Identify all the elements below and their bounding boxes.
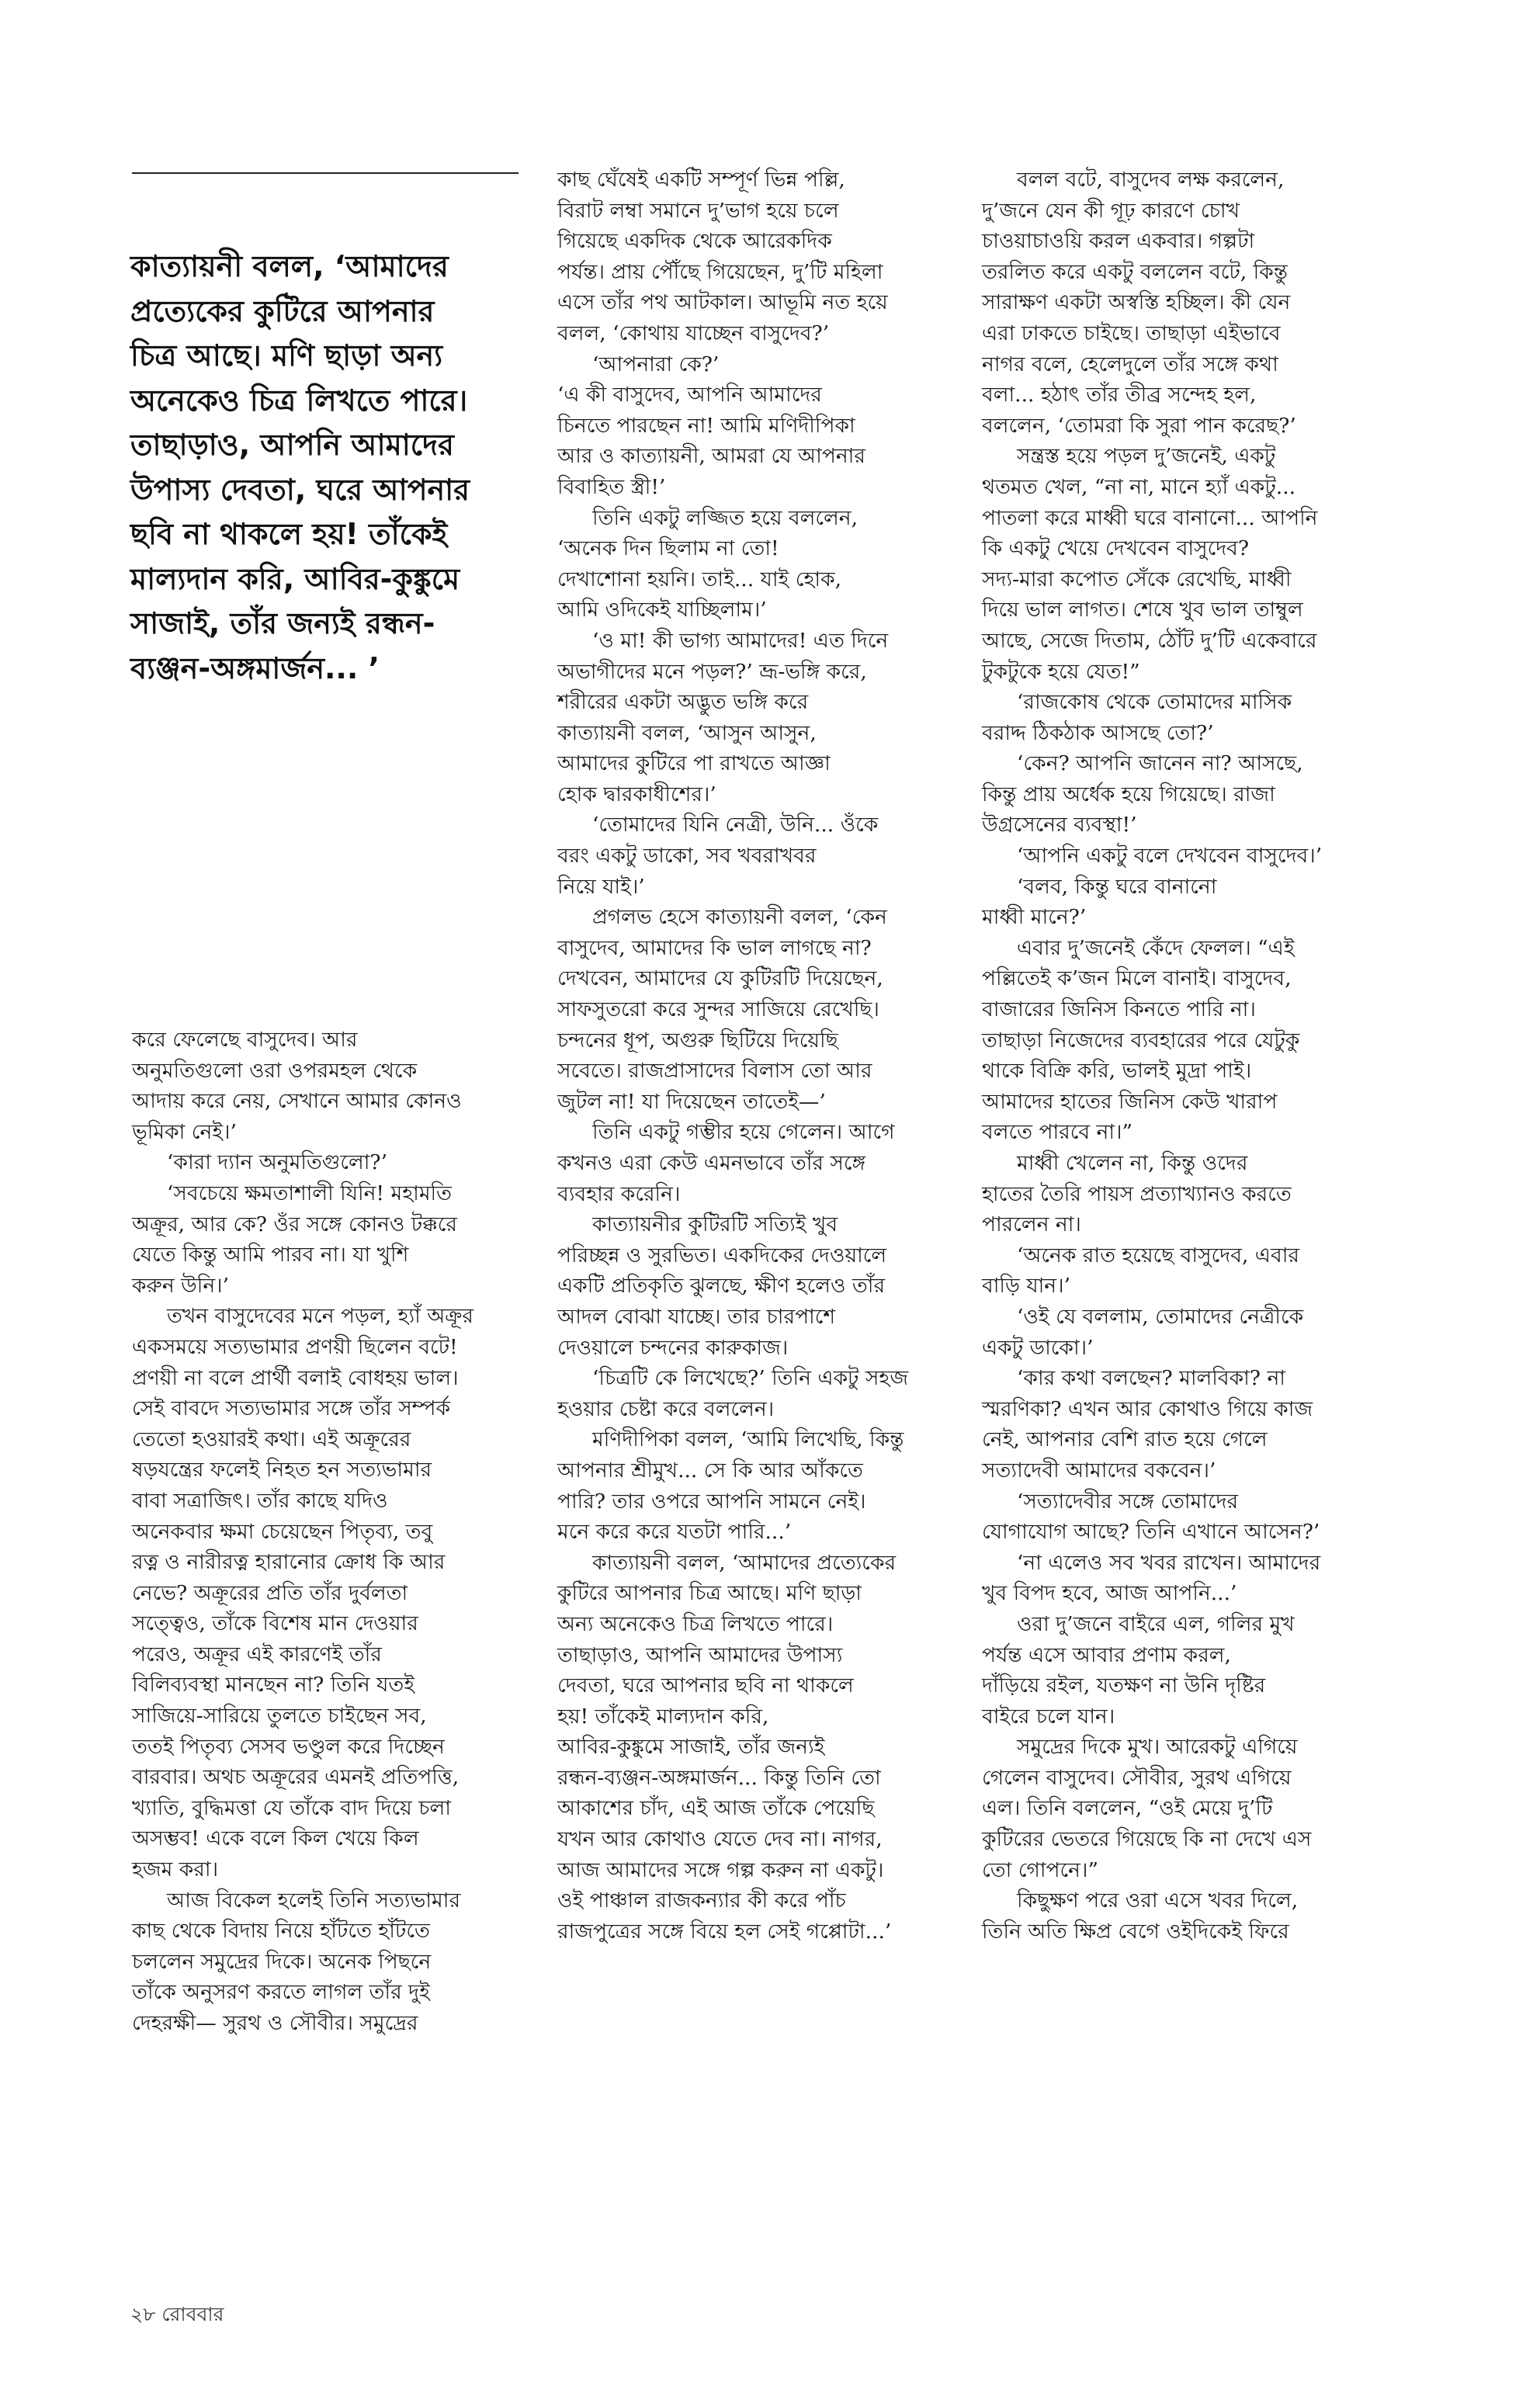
text-line: সাফসুতরো করে সুন্দর সাজিয়ে রেখেছি। <box>557 997 879 1022</box>
text-line: বলা... হঠাৎ তাঁর তীব্র সন্দেহ হল, <box>982 383 1257 408</box>
text-line: ‘ও মা! কী ভাগ্য আমাদের! এত দিনে <box>592 628 889 653</box>
text-line: তাঁকে অনুসরণ করতে লাগল তাঁর দুই <box>132 1980 430 2005</box>
text-line: বলতে পারবে না।” <box>982 1120 1133 1145</box>
text-line: কিছুক্ষণ পরে ওরা এসে খবর দিলে, <box>1017 1888 1299 1913</box>
text-line: তিনি অতি ক্ষিপ্র বেগে ওইদিকেই ফিরে <box>982 1919 1289 1944</box>
text-line: ‘কেন? আপনি জানেন না? আসছে, <box>1017 751 1303 776</box>
text-line: ওই পাঞ্চাল রাজকন্যার কী করে পাঁচ <box>557 1888 846 1913</box>
text-line: বারবার। অথচ অক্রূরের এমনই প্রতিপত্তি, <box>132 1765 460 1790</box>
text-line: শরীরের একটা অদ্ভুত ভঙ্গি করে <box>557 690 809 715</box>
pull-quote-line: উপাস্য দেবতা, ঘরে আপনার <box>130 472 470 507</box>
text-line: বাজারের জিনিস কিনতে পারি না। <box>982 997 1256 1022</box>
text-line: অনেকবার ক্ষমা চেয়েছেন পিতৃব্য, তবু <box>132 1519 433 1544</box>
text-line: ভূমিকা নেই।’ <box>132 1119 237 1144</box>
text-line: ‘তোমাদের যিনি নেত্রী, উনি... ওঁকে <box>592 813 879 838</box>
text-line: নেভে? অক্রূরের প্রতি তাঁর দুর্বলতা <box>132 1580 408 1605</box>
text-line: পারলেন না। <box>982 1212 1081 1237</box>
text-line: আজ আমাদের সঙ্গে গল্প করুন না একটু। <box>557 1857 884 1882</box>
text-line: সাজিয়ে-সারিয়ে তুলতে চাইছেন সব, <box>132 1704 427 1729</box>
text-line: কি একটু খেয়ে দেখবেন বাসুদেব? <box>982 536 1250 561</box>
text-line: কাছ থেকে বিদায় নিয়ে হাঁটতে হাঁটতে <box>132 1919 430 1944</box>
pull-quote-rule <box>132 172 519 174</box>
text-line: উগ্রসেনের ব্যবস্থা!’ <box>982 813 1137 838</box>
text-line: ষড়যন্ত্রের ফলেই নিহত হন সত্যভামার <box>132 1458 432 1483</box>
text-line: তখন বাসুদেবের মনে পড়ল, হ্যাঁ অক্রূর <box>167 1304 473 1329</box>
text-line: গেলেন বাসুদেব। সৌবীর, সুরথ এগিয়ে <box>982 1765 1292 1790</box>
text-line: পরেও, অক্রূর এই কারণেই তাঁর <box>132 1642 382 1666</box>
text-line: সন্ত্রস্ত হয়ে পড়ল দু’জনেই, একটু <box>1017 444 1276 469</box>
text-line: জুটল না! যা দিয়েছেন তাতেই—’ <box>557 1089 826 1114</box>
pull-quote-line: কাত্যায়নী বলল, ‘আমাদের <box>130 249 449 283</box>
text-line: বিলিব্যবস্থা মানছেন না? তিনি যতই <box>132 1673 415 1698</box>
text-line: তাছাড়াও, আপনি আমাদের উপাস্য <box>557 1642 843 1667</box>
text-line: দেখবেন, আমাদের যে কুটিরটি দিয়েছেন, <box>557 966 883 991</box>
text-line: খুব বিপদ হবে, আজ আপনি...’ <box>982 1581 1237 1606</box>
text-line: আবির-কুঙ্কুমে সাজাই, তাঁর জন্যই <box>557 1735 825 1760</box>
text-line: পারি? তার ওপরে আপনি সামনে নেই। <box>557 1489 866 1514</box>
text-line: চন্দনের ধূপ, অগুরু ছিটিয়ে দিয়েছি <box>557 1028 838 1053</box>
text-line: এরা ঢাকতে চাইছে। তাছাড়া এইভাবে <box>982 321 1281 345</box>
text-line: কুটিরে আপনার চিত্র আছে। মণি ছাড়া <box>557 1581 862 1606</box>
text-line: বিরাট লম্বা সমানে দু’ভাগ হয়ে চলে <box>557 198 839 223</box>
text-line: ‘রাজকোষ থেকে তোমাদের মাসিক <box>1017 690 1292 715</box>
text-line: অনুমতিগুলো ওরা ওপরমহল থেকে <box>132 1058 418 1083</box>
text-line: আদায় করে নেয়, সেখানে আমার কোনও <box>132 1089 462 1114</box>
text-column-3 <box>982 165 1413 1947</box>
text-line: সারাক্ষণ একটা অস্বস্তি হচ্ছিল। কী যেন <box>982 290 1291 315</box>
text-line: মাধ্বী খেলেন না, কিন্তু ওদের <box>1017 1151 1248 1175</box>
text-line: যখন আর কোথাও যেতে দেব না। নাগর, <box>557 1827 883 1852</box>
text-line: ‘অনেক রাত হয়েছে বাসুদেব, এবার <box>1017 1243 1299 1268</box>
text-line: অভাগীদের মনে পড়ল?’ ভ্রূ-ভঙ্গি করে, <box>557 659 867 684</box>
text-line: গিয়েছে একদিক থেকে আরেকদিক <box>557 229 832 254</box>
text-line: একটি প্রতিকৃতি ঝুলছে, ক্ষীণ হলেও তাঁর <box>557 1274 886 1299</box>
text-line: থাকে বিক্রি করি, ভালই মুদ্রা পাই। <box>982 1059 1252 1084</box>
text-line: হজম করা। <box>132 1857 219 1882</box>
text-line: ‘অনেক দিন ছিলাম না তো! <box>557 536 779 561</box>
pull-quote-line: সাজাই, তাঁর জন্যই রন্ধন- <box>130 606 435 640</box>
text-line: ‘না এলেও সব খবর রাখেন। আমাদের <box>1017 1550 1321 1575</box>
pull-quote-line: প্রত্যেকের কুটিরে আপনার <box>130 293 435 328</box>
pull-quote-line: তাছাড়াও, আপনি আমাদের <box>130 428 454 462</box>
text-line: করে ফেলেছে বাসুদেব। আর <box>132 1028 358 1052</box>
text-line: দেওয়ালে চন্দনের কারুকাজ। <box>557 1335 789 1360</box>
text-line: পর্যন্ত। প্রায় পৌঁছে গিয়েছেন, দু’টি মহিলা <box>557 259 883 284</box>
pull-quote-line: ছবি না থাকলে হয়! তাঁকেই <box>130 517 448 551</box>
text-line: কাত্যায়নী বলল, ‘আমাদের প্রত্যেকের <box>592 1550 897 1575</box>
text-line: দিয়ে ভাল লাগত। শেষে খুব ভাল তাম্বুল <box>982 598 1303 623</box>
pull-quote-line: ব্যঞ্জন-অঙ্গমার্জন... ’ <box>130 650 380 685</box>
text-line: ‘ওই যে বললাম, তোমাদের নেত্রীকে <box>1017 1304 1304 1329</box>
text-line: বলল বটে, বাসুদেব লক্ষ করলেন, <box>1017 168 1285 192</box>
text-line: ‘কার কথা বলছেন? মালবিকা? না <box>1017 1366 1285 1391</box>
text-line: চাওয়াচাওয়ি করল একবার। গল্পটা <box>982 229 1255 254</box>
text-line: ততই পিতৃব্য সেসব ভণ্ডুল করে দিচ্ছেন <box>132 1734 445 1759</box>
page-folio: ২৮ রোববার <box>130 2303 224 2325</box>
text-line: আছে, সেজে দিতাম, ঠোঁট দু’টি একেবারে <box>982 628 1317 653</box>
text-line: তো গোপনে।” <box>982 1857 1099 1882</box>
pull-quote-line: মাল্যদান করি, আবির-কুঙ্কুমে <box>130 561 460 596</box>
text-column-1 <box>132 1025 536 2039</box>
text-line: খ্যাতি, বুদ্ধিমত্তা যে তাঁকে বাদ দিয়ে চলা <box>132 1795 451 1820</box>
text-line: ওরা দু’জনে বাইরে এল, গলির মুখ <box>1017 1611 1295 1636</box>
text-line: রত্ন ও নারীরত্ন হারানোর ক্রোধ কি আর <box>132 1550 446 1575</box>
text-line: সত্যাদেবী আমাদের বকবেন।’ <box>982 1458 1216 1483</box>
text-line: প্রগলভ হেসে কাত্যায়নী বলল, ‘কেন <box>592 905 887 930</box>
text-line: ‘বলব, কিন্তু ঘরে বানানো <box>1017 874 1217 899</box>
text-line: ব্যবহার করেনি। <box>557 1181 681 1206</box>
text-line: ‘চিত্রটি কে লিখেছে?’ তিনি একটু সহজ <box>592 1366 909 1391</box>
text-line: সমুদ্রের দিকে মুখ। আরেকটু এগিয়ে <box>1017 1735 1298 1760</box>
text-line: সত্ত্বেও, তাঁকে বিশেষ মান দেওয়ার <box>132 1611 418 1636</box>
text-line: কাছ ঘেঁষেই একটি সম্পূর্ণ ভিন্ন পল্লি, <box>557 168 845 192</box>
text-line: চিনতে পারছেন না! আমি মণিদীপিকা <box>557 413 855 438</box>
text-line: পর্যন্ত এসে আবার প্রণাম করল, <box>982 1642 1231 1667</box>
text-line: বরং একটু ডাকো, সব খবরাখবর <box>557 844 817 869</box>
text-line: অন্য অনেকেও চিত্র লিখতে পারে। <box>557 1611 834 1636</box>
text-line: মণিদীপিকা বলল, ‘আমি লিখেছি, কিন্তু <box>592 1427 904 1452</box>
text-line: সদ্য-মারা কপোত সেঁকে রেখেছি, মাধ্বী <box>982 567 1292 591</box>
text-line: থতমত খেল, “না না, মানে হ্যাঁ একটু... <box>982 474 1296 499</box>
text-line: বাসুদেব, আমাদের কি ভাল লাগছে না? <box>557 935 872 960</box>
text-line: হোক দ্বারকাধীশের।’ <box>557 782 716 806</box>
text-line: তিনি একটু গম্ভীর হয়ে গেলেন। আগে <box>592 1120 895 1145</box>
text-line: আপনার শ্রীমুখ... সে কি আর আঁকতে <box>557 1458 863 1483</box>
text-line: আজ বিকেল হলেই তিনি সত্যভামার <box>167 1888 461 1913</box>
text-line: আকাশের চাঁদ, এই আজ তাঁকে পেয়েছি <box>557 1796 875 1821</box>
text-line: বিবাহিত স্ত্রী!’ <box>557 474 666 499</box>
text-line: মাধ্বী মানে?’ <box>982 905 1087 930</box>
text-line: কখনও এরা কেউ এমনভাবে তাঁর সঙ্গে <box>557 1151 866 1175</box>
text-line: কাত্যায়নী বলল, ‘আসুন আসুন, <box>557 720 817 745</box>
text-line: বাবা সত্রাজিৎ। তাঁর কাছে যদিও <box>132 1488 388 1513</box>
text-line: পরিচ্ছন্ন ও সুরভিত। একদিকের দেওয়ালে <box>557 1243 887 1268</box>
text-line: এল। তিনি বললেন, “ওই মেয়ে দু’টি <box>982 1796 1273 1821</box>
text-line: হওয়ার চেষ্টা করে বললেন। <box>557 1396 775 1421</box>
text-line: করুন উনি।’ <box>132 1273 230 1298</box>
text-line: ‘আপনারা কে?’ <box>592 352 720 376</box>
text-line: যেতে কিন্তু আমি পারব না। যা খুশি <box>132 1243 409 1268</box>
text-line: স্মরণিকা? এখন আর কোথাও গিয়ে কাজ <box>982 1396 1313 1421</box>
text-line: বাইরে চলে যান। <box>982 1704 1115 1729</box>
text-line: বললেন, ‘তোমরা কি সুরা পান করেছ?’ <box>982 413 1296 438</box>
text-line: দেখাশোনা হয়নি। তাই... যাই হোক, <box>557 567 842 591</box>
text-line: তিনি একটু লজ্জিত হয়ে বললেন, <box>592 505 858 530</box>
text-line: আর ও কাত্যায়নী, আমরা যে আপনার <box>557 444 865 469</box>
text-line: ‘এ কী বাসুদেব, আপনি আমাদের <box>557 383 822 408</box>
pull-quote-line: চিত্র আছে। মণি ছাড়া অন্য <box>130 338 443 373</box>
text-line: সবেতে। রাজপ্রাসাদের বিলাস তো আর <box>557 1059 872 1084</box>
text-line: দেবতা, ঘরে আপনার ছবি না থাকলে <box>557 1673 854 1698</box>
text-line: নিয়ে যাই।’ <box>557 874 645 899</box>
text-line: এবার দু’জনেই কেঁদে ফেলল। “এই <box>1017 935 1295 960</box>
text-line: ‘সবচেয়ে ক্ষমতাশালী যিনি! মহামতি <box>167 1181 452 1205</box>
text-line: ‘কারা দ্যান অনুমতিগুলো?’ <box>167 1150 388 1175</box>
text-line: নেই, আপনার বেশি রাত হয়ে গেলে <box>982 1427 1268 1452</box>
text-column-2 <box>557 165 973 1947</box>
text-line: পাতলা করে মাধ্বী ঘরে বানানো... আপনি <box>982 505 1318 530</box>
text-line: ‘আপনি একটু বলে দেখবেন বাসুদেব।’ <box>1017 844 1323 869</box>
text-line: একসময়ে সত্যভামার প্রণয়ী ছিলেন বটে! <box>132 1334 458 1359</box>
pull-quote-line: অনেকেও চিত্র লিখতে পারে। <box>130 383 468 418</box>
text-line: আমি ওদিকেই যাচ্ছিলাম।’ <box>557 598 767 623</box>
text-line: হয়! তাঁকেই মাল্যদান করি, <box>557 1704 769 1729</box>
text-line: সেই বাবদে সত্যভামার সঙ্গে তাঁর সম্পর্ক <box>132 1396 451 1421</box>
text-line: এসে তাঁর পথ আটকাল। আভূমি নত হয়ে <box>557 290 888 315</box>
text-line: হাতের তৈরি পায়স প্রত্যাখ্যানও করতে <box>982 1181 1292 1206</box>
text-line: ‘সত্যাদেবীর সঙ্গে তোমাদের <box>1017 1489 1239 1514</box>
text-line: তরলিত করে একটু বললেন বটে, কিন্তু <box>982 259 1289 284</box>
text-line: অক্রূর, আর কে? ওঁর সঙ্গে কোনও টক্করে <box>132 1212 457 1236</box>
text-line: আদল বোঝা যাচ্ছে। তার চারপাশে <box>557 1304 836 1329</box>
text-line: আমাদের হাতের জিনিস কেউ খারাপ <box>982 1089 1278 1114</box>
text-line: আমাদের কুটিরে পা রাখতে আজ্ঞা <box>557 751 831 776</box>
text-line: নাগর বলে, হেলেদুলে তাঁর সঙ্গে কথা <box>982 352 1278 376</box>
text-line: তাছাড়া নিজেদের ব্যবহারের পরে যেটুকু <box>982 1028 1300 1053</box>
text-line: রন্ধন-ব্যঞ্জন-অঙ্গমার্জন... কিন্তু তিনি তো <box>557 1765 881 1790</box>
text-line: দেহরক্ষী— সুরথ ও সৌবীর। সমুদ্রের <box>132 2011 418 2035</box>
text-line: চললেন সমুদ্রের দিকে। অনেক পিছনে <box>132 1949 432 1974</box>
text-line: বরাদ্দ ঠিকঠাক আসছে তো?’ <box>982 720 1214 745</box>
text-line: তেতো হওয়ারই কথা। এই অক্রূরের <box>132 1427 411 1451</box>
text-line: প্রণয়ী না বলে প্রার্থী বলাই বোধহয় ভাল। <box>132 1365 459 1390</box>
text-line: দু’জনে যেন কী গূঢ় কারণে চোখ <box>982 198 1240 223</box>
pull-quote <box>130 245 530 691</box>
text-line: যোগাযোগ আছে? তিনি এখানে আসেন?’ <box>982 1520 1320 1545</box>
text-line: অসম্ভব! একে বলে কিল খেয়ে কিল <box>132 1826 419 1851</box>
text-line: কুটিরের ভেতরে গিয়েছে কি না দেখে এস <box>982 1827 1312 1852</box>
text-line: কিন্তু প্রায় অর্ধেক হয়ে গিয়েছে। রাজা <box>982 782 1275 806</box>
text-line: বাড়ি যান।’ <box>982 1274 1071 1299</box>
text-line: রাজপুত্রের সঙ্গে বিয়ে হল সেই গপ্পোটা...’ <box>557 1919 892 1944</box>
text-line: মনে করে করে যতটা পারি...’ <box>557 1520 792 1545</box>
text-line: একটু ডাকো।’ <box>982 1335 1094 1360</box>
text-line: পল্লিতেই ক’জন মিলে বানাই। বাসুদেব, <box>982 966 1292 991</box>
text-line: বলল, ‘কোথায় যাচ্ছেন বাসুদেব?’ <box>557 321 830 345</box>
text-line: টুকটুকে হয়ে যেত!” <box>982 659 1140 684</box>
text-line: দাঁড়িয়ে রইল, যতক্ষণ না উনি দৃষ্টির <box>982 1673 1266 1698</box>
text-line: কাত্যায়নীর কুটিরটি সত্যিই খুব <box>592 1212 838 1237</box>
